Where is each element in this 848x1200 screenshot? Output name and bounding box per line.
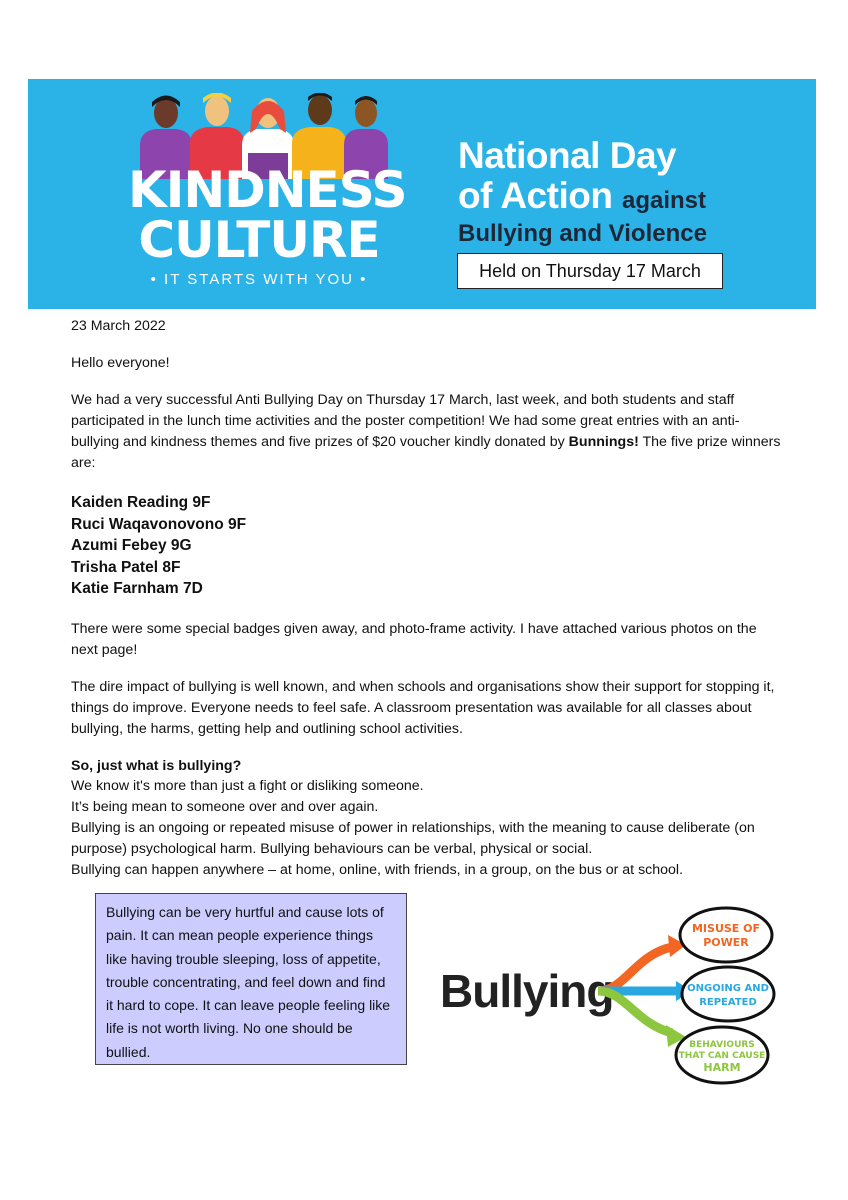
item3-line1: BEHAVIOURS — [689, 1040, 755, 1050]
diagram-item-ongoing — [682, 967, 774, 1021]
intro-text-b: The five prize winners are: — [71, 434, 781, 471]
diagram-word: Bullying — [440, 965, 614, 1017]
item3-line3: HARM — [703, 1061, 741, 1074]
event-title-line-1: National Day — [458, 135, 677, 176]
winner-item: Azumi Febey 9G — [71, 537, 192, 554]
event-title-against: against — [622, 187, 707, 214]
item3-line2: THAT CAN CAUSE — [678, 1051, 766, 1061]
event-title-line-2: of Action — [458, 175, 613, 216]
activities-paragraph: There were some special badges given away, and photo-frame activity. I have attached various photos on the next page! — [71, 621, 757, 658]
item1-line1: MISUSE OF — [691, 922, 761, 935]
winner-item: Ruci Waqavonovono 9F — [71, 515, 247, 533]
winners-list — [71, 492, 246, 600]
intro-text-a: We had a very successful Anti Bullying Day on Thursday 17 March, last week, and both students and staff participated in the lunch time activities and the poster competition! We had some great entries with an anti-bullying and kindness themes and five prizes of $20 voucher kindly donated by — [71, 392, 740, 450]
definition-line: It’s being mean to someone over and over again. — [71, 799, 379, 815]
diagram-item-misuse — [680, 908, 772, 962]
letter-date: 23 March 2022 — [71, 318, 166, 334]
impact-paragraph: The dire impact of bullying is well known, and when schools and organisations show their support for stopping it, things do improve. Everyone needs to feel safe. A classroom presentation was available for all classes about bullying, the harms, getting help and outlining school activities. — [71, 679, 775, 737]
item2-line2: REPEATED — [699, 997, 757, 1008]
event-title-line-3: Bullying and Violence — [458, 220, 707, 247]
definition-line: We know it's more than just a fight or disliking someone. — [71, 778, 424, 794]
winner-item: Katie Farnham 7D — [71, 580, 203, 597]
sponsor-name: Bunnings! — [568, 434, 639, 450]
held-date-box: Held on Thursday 17 March — [457, 253, 723, 289]
item1-line2: POWER — [703, 936, 749, 949]
definition-line: Bullying is an ongoing or repeated misuse of power in relationships, with the meaning to cause deliberate (on purpose) psychological harm. Bullying behaviours can be verbal, physical or social. — [71, 820, 755, 857]
diagram-arrows — [598, 935, 692, 1047]
callout-box: Bullying can be very hurtful and cause lots of pain. It can mean people experience things like having trouble sleeping, loss of appetite, trouble concentrating, and feel down and find it hard to cope. It can leave people feeling like life is not worth living. No one should be bullied. — [95, 893, 407, 1065]
definition-line: Bullying can happen anywhere – at home, online, with friends, in a group, on the bus or at school. — [71, 862, 684, 878]
logo-line-2: CULTURE — [138, 211, 380, 269]
header-banner — [28, 79, 816, 309]
winner-item: Kaiden Reading 9F — [71, 494, 211, 511]
intro-paragraph — [71, 390, 783, 474]
logo-tagline: • IT STARTS WITH YOU • — [150, 271, 368, 288]
logo-line-1: KINDNESS — [128, 161, 407, 219]
item2-line1: ONGOING AND — [687, 983, 769, 994]
winner-item: Trisha Patel 8F — [71, 558, 181, 576]
bullying-diagram — [440, 895, 780, 1087]
definition-block — [71, 776, 783, 881]
question-heading: So, just what is bullying? — [71, 758, 242, 774]
greeting: Hello everyone! — [71, 355, 170, 371]
diagram-item-behaviours — [676, 1027, 768, 1083]
